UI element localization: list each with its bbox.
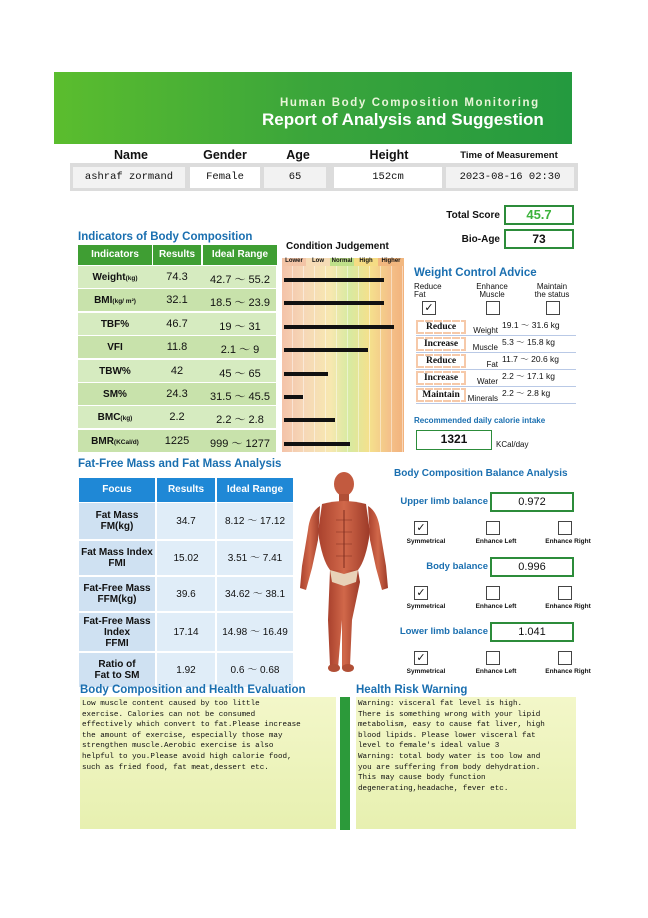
indicator-result: 11.8 [166, 341, 188, 354]
balance-option-label: Enhance Right [545, 668, 591, 675]
condition-level-bar [284, 395, 303, 399]
balance-label: Body balance [426, 561, 488, 572]
total-score-value: 45.7 [504, 205, 574, 225]
calorie-label: Recommended daily calorie intake [414, 416, 546, 425]
results-header: Results [153, 245, 201, 265]
bio-age-value: 73 [504, 229, 574, 249]
advice-range: 2.2 ～ 17.1 kg [502, 371, 555, 381]
indicator-ideal-range: 19 ～ 31 [219, 320, 261, 333]
evaluation-text: Low muscle content caused by too little exercise. Calories can not be consumed effectively which convert to fat.Please increase the amount of exercise, especially those may strengthen muscle.Aerobic exercise is also helpful to you.Please avoid high calorie food, such as fried food, fat meat,dessert etc. [82, 700, 301, 772]
bio-age-label: Bio-Age [461, 234, 500, 245]
indicator-name: VFI [107, 342, 123, 354]
risk-title: Health Risk Warning [356, 684, 468, 696]
indicator-ideal-range: 31.5 ～ 45.5 [210, 391, 270, 403]
balance-option-label: Symmetrical [406, 538, 446, 545]
advice-item: Fat [486, 360, 498, 369]
weight-option-checkbox[interactable]: ✓ [422, 301, 436, 315]
condition-level-bar [284, 442, 350, 446]
advice-divider [416, 403, 576, 404]
weight-option-checkbox[interactable] [486, 301, 500, 315]
fat-range-cell: 34.62 ～ 38.1 [217, 577, 293, 611]
condition-level-bar [284, 372, 328, 376]
advice-action: Reduce [418, 356, 464, 366]
balance-checkbox[interactable] [486, 521, 500, 535]
height-value: 152cm [334, 167, 442, 188]
divider-bar [340, 697, 350, 830]
balance-label: Lower limb balance [399, 626, 488, 637]
age-header: Age [286, 148, 310, 162]
indicator-result: 46.7 [166, 317, 188, 330]
height-header: Height [369, 148, 409, 162]
fat-focus-cell: Fat-Free Mass Index FFMI [79, 613, 155, 651]
condition-grid [282, 266, 404, 452]
anatomy-figure [296, 470, 392, 680]
ff-results-header: Results [157, 478, 215, 502]
balance-checkbox[interactable]: ✓ [414, 521, 428, 535]
total-score-label: Total Score [446, 210, 500, 221]
balance-checkbox[interactable] [486, 651, 500, 665]
weight-control-title: Weight Control Advice [414, 267, 537, 279]
advice-action: Increase [418, 373, 464, 383]
indicator-ideal-range: 42.7 ～ 55.2 [210, 274, 270, 286]
weight-option-label: Maintain the status [534, 282, 570, 299]
advice-action: Reduce [418, 322, 464, 332]
fat-result-cell: 17.14 [157, 613, 215, 651]
fat-range-cell: 14.98 ～ 16.49 [217, 613, 293, 651]
risk-text: Warning: visceral fat level is high. There is something wrong with your lipid metabolism, easy to cause fat liver, high blood lipids. Please lower visceral fat level to female's ideal value 3 Warning: total body water is too low and you are suffering from body dehydration. This may cause body function degenerating,headache, fever etc. [358, 700, 545, 793]
indicator-result: 2.2 [169, 411, 185, 424]
time-header: Time of Measurement [460, 150, 558, 161]
advice-item: Water [476, 377, 498, 386]
balance-checkbox[interactable] [558, 586, 572, 600]
level-normal: Normal [331, 258, 353, 264]
balance-section-title: Body Composition Balance Analysis [394, 468, 568, 479]
indicator-name: TBF% [100, 318, 130, 330]
indicator-result: 32.1 [166, 294, 188, 307]
name-header: Name [113, 148, 149, 162]
balance-option-label: Enhance Left [475, 538, 517, 545]
indicator-ideal-range: 2.1 ～ 9 [220, 344, 260, 357]
condition-level-bar [284, 278, 384, 282]
advice-action: Maintain [418, 390, 464, 400]
indicator-name: Weight(kg) [92, 272, 138, 283]
fat-focus-cell: Fat Mass Index FMI [79, 541, 155, 575]
weight-option-checkbox[interactable] [546, 301, 560, 315]
balance-checkbox[interactable]: ✓ [414, 651, 428, 665]
indicators-header: Indicators [78, 245, 152, 265]
fat-result-cell: 15.02 [157, 541, 215, 575]
advice-range: 2.2 ～ 2.8 kg [502, 388, 551, 398]
indicator-result: 74.3 [166, 271, 188, 283]
indicator-ideal-range: 2.2 ～ 2.8 [216, 414, 264, 427]
weight-option-label: Reduce Fat [414, 282, 442, 299]
fat-focus-cell: Fat-Free Mass FFM(kg) [79, 577, 155, 611]
age-value: 65 [264, 167, 326, 188]
indicator-name: BMC(kg) [97, 412, 133, 424]
balance-checkbox[interactable] [558, 651, 572, 665]
balance-value: 1.041 [490, 622, 574, 642]
fat-free-section-title: Fat-Free Mass and Fat Mass Analysis [78, 458, 282, 470]
time-value: 2023-08-16 02:30 [446, 167, 574, 188]
fat-range-cell: 0.6 ～ 0.68 [217, 653, 293, 687]
fat-result-cell: 39.6 [157, 577, 215, 611]
advice-range: 19.1 ～ 31.6 kg [502, 320, 560, 330]
balance-checkbox[interactable] [558, 521, 572, 535]
balance-option-label: Enhance Left [475, 668, 517, 675]
indicator-ideal-range: 18.5 ～ 23.9 [210, 297, 270, 310]
balance-option-label: Enhance Right [545, 538, 591, 545]
gender-header: Gender [203, 148, 247, 162]
name-value: ashraf zormand [73, 167, 185, 188]
calorie-value: 1321 [416, 430, 492, 450]
advice-item: Weight [473, 326, 498, 335]
focus-header: Focus [79, 478, 155, 502]
weight-option-label: Enhance Muscle [476, 282, 508, 299]
balance-value: 0.996 [490, 557, 574, 577]
condition-level-bar [284, 348, 368, 352]
indicator-ideal-range: 999 ～ 1277 [210, 437, 270, 450]
indicator-result: 24.3 [166, 388, 188, 400]
indicator-ideal-range: 45 ～ 65 [219, 367, 261, 380]
calorie-unit: KCal/day [496, 440, 529, 449]
condition-title: Condition Judgement [286, 241, 389, 252]
advice-item: Minerals [467, 394, 498, 403]
balance-option-label: Symmetrical [406, 603, 446, 610]
evaluation-title: Body Composition and Health Evaluation [80, 684, 306, 696]
advice-item: Muscle [472, 343, 498, 352]
condition-level-bar [284, 301, 384, 305]
indicator-name: TBW% [99, 365, 131, 377]
level-low: Low [306, 258, 330, 266]
level-lower: Lower [282, 258, 306, 266]
indicator-name: SM% [103, 389, 127, 400]
balance-checkbox[interactable] [486, 586, 500, 600]
level-higher: Higher [378, 258, 404, 266]
balance-checkbox[interactable]: ✓ [414, 586, 428, 600]
report-subtitle: Human Body Composition Monitoring [280, 97, 540, 109]
fat-result-cell: 34.7 [157, 503, 215, 539]
fat-range-cell: 3.51 ～ 7.41 [217, 541, 293, 575]
balance-label: Upper limb balance [400, 496, 488, 507]
ff-ideal-range-header: Ideal Range [217, 478, 293, 502]
indicators-section-title: Indicators of Body Composition [78, 231, 253, 243]
balance-option-label: Enhance Right [545, 603, 591, 610]
balance-value: 0.972 [490, 492, 574, 512]
fat-range-cell: 8.12 ～ 17.12 [217, 503, 293, 539]
condition-level-bar [284, 418, 335, 422]
level-high: High [354, 258, 378, 266]
ideal-range-header: Ideal Range [203, 245, 277, 265]
fat-result-cell: 1.92 [157, 653, 215, 687]
indicator-name: BMI(kg/ m²) [94, 295, 136, 307]
balance-option-label: Enhance Left [475, 603, 517, 610]
balance-option-label: Symmetrical [406, 668, 446, 675]
indicator-name: BMR(KCal/d) [91, 435, 139, 447]
indicator-result: 42 [170, 364, 184, 377]
indicator-result: 1225 [164, 434, 190, 447]
fat-focus-cell: Fat Mass FM(kg) [79, 503, 155, 539]
fat-focus-cell: Ratio of Fat to SM [79, 653, 155, 687]
report-title: Report of Analysis and Suggestion [262, 110, 544, 129]
gender-value: Female [190, 167, 260, 188]
advice-range: 11.7 ～ 20.6 kg [502, 354, 560, 364]
condition-level-bar [284, 325, 394, 329]
advice-range: 5.3 ～ 15.8 kg [502, 337, 555, 347]
advice-action: Increase [418, 339, 464, 349]
